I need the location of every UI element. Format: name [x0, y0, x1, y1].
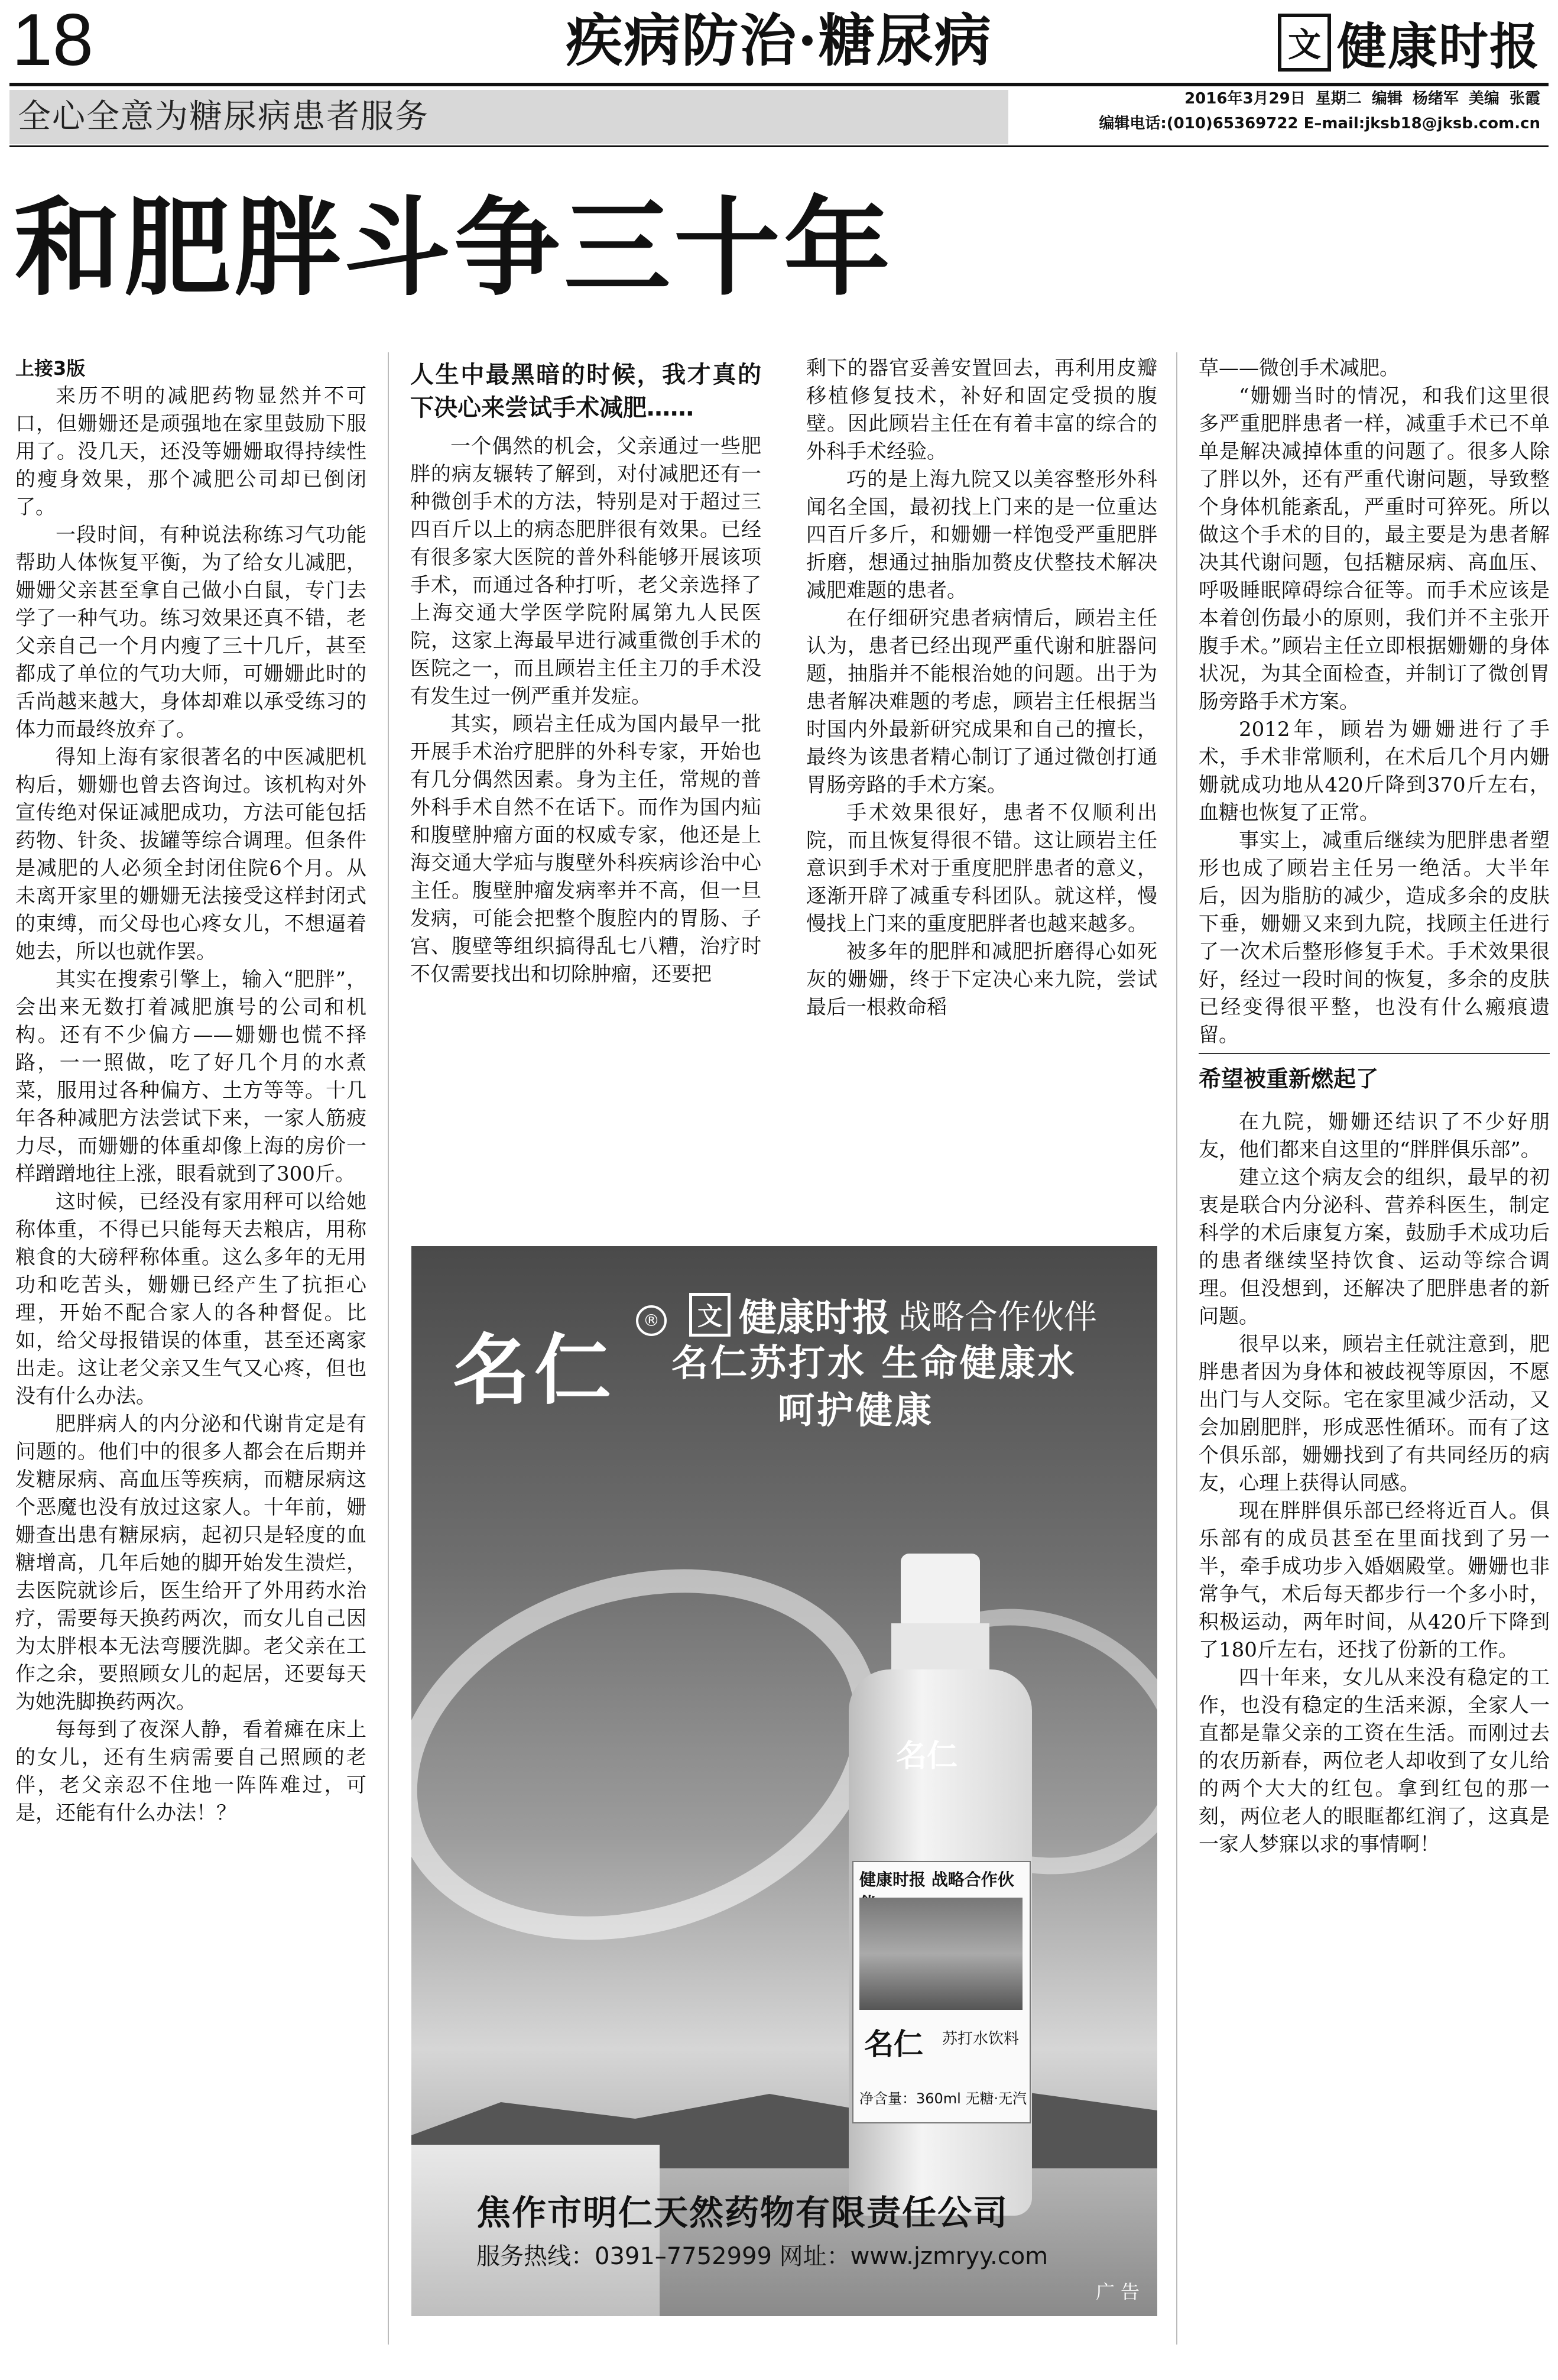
ad-company-name: 焦作市明仁天然药物有限责任公司 — [476, 2193, 1009, 2233]
paragraph: 很早以来，顾岩主任就注意到，肥胖患者因为身体和被歧视等原因，不愿出门与人交际。宅在家里减少活动，又会加剧肥胖，形成恶性循环。而有了这个俱乐部，姗姗找到了有共同经历的病友，心理上获得认同感。 — [1199, 1332, 1550, 1495]
paragraph: 肥胖病人的内分泌和代谢肯定是有问题的。他们中的很多人都会在后期并发糖尿病、高血压等疾病，而糖尿病这个恶魔也没有放过这家人。十年前，姗姗查出患有糖尿病，起初只是轻度的血糖增高，几年后她的脚开始发生溃烂，去医院就诊后，医生给开了外用药水治疗，需要每天换药两次，而女儿自己因为太胖根本无法弯腰洗脚。老父亲在工作之余，要照顾女儿的起居，还要每天为她洗脚换药两次。 — [15, 1412, 366, 1714]
bottle-label — [852, 1861, 1031, 2123]
continued-from-label: 上接3版 — [15, 357, 86, 380]
label-product: 苏打水饮料 — [942, 2030, 1020, 2048]
subheading: 人生中最黑暗的时候，我才真的下决心来尝试手术减肥…… — [410, 361, 761, 421]
section-slogan: 全心全意为糖尿病患者服务 — [18, 98, 429, 136]
paragraph: 手术效果很好，患者不仅顺利出院，而且恢复得很不错。这让顾岩主任意识到手术对于重度肥胖患者的意义，逐渐开辟了减重专科团队。就这样，慢慢找上门来的重度肥胖者也越来越多。 — [806, 801, 1157, 936]
label-net-content: 净含量：360ml 无糖·无汽 — [859, 2090, 1027, 2107]
paragraph: 这时候，已经没有家用秤可以给她称体重，不得已只能每天去粮店，用称粮食的大磅秤称体重。这么多年的无用功和吃苦头，姗姗已经产生了抗拒心理，开始不配合家人的各种督促。比如，给父母报错误的体重，甚至还离家出走。这让老父亲又生气又心疼，但也没有什么办法。 — [15, 1190, 366, 1408]
paragraph: 一个偶然的机会，父亲通过一些肥胖的病友辗转了解到，对付减肥还有一种微创手术的方法，特别是对于超过三四百斤以上的病态肥胖很有效果。已经有很多家大医院的普外科能够开展该项手术，而通过各种打听，老父亲选择了上海交通大学医学院附属第九人民医院，这家上海最早进行减重微创手术的医院之一，而且顾岩主任主刀的手术没有发生过一例严重并发症。 — [410, 435, 761, 708]
paragraph: 其实，顾岩主任成为国内最早一批开展手术治疗肥胖的外科专家，开始也有几分偶然因素。身为主任，常规的普外科手术自然不在话下。而作为国内疝和腹壁肿瘤方面的权威专家，他还是上海交通大学疝与腹壁外科疾病诊治中心主任。腹壁肿瘤发病率并不高，但一旦发病，可能会把整个腹腔内的胃肠、子宫、腹壁等组织搞得乱七八糟，治疗时不仅需要找出和切除肿瘤，还要把 — [410, 712, 761, 986]
paragraph: 被多年的肥胖和减肥折磨得心如死灰的姗姗，终于下定决心来九院，尝试最后一根救命稻 — [806, 940, 1157, 1019]
ad-partner-line — [689, 1288, 1097, 1342]
paragraph: 其实在搜索引擎上，输入“肥胖”，会出来无数打着减肥旗号的公司和机构。还有不少偏方——姗姗也慌不择路，一一照做，吃了好几个月的水煮菜，服用过各种偏方、土方等等。十几年各种减肥方法尝试下来，一家人筋疲力尽，而姗姗的体重却像上海的房价一样蹭蹭地往上涨，眼看就到了300斤。 — [15, 968, 366, 1186]
ad-label: 广 告 — [1095, 2281, 1140, 2303]
paragraph: 来历不明的减肥药物显然并不可口，但姗姗还是顽强地在家里鼓励下服用了。没几天，还没等姗姗取得持续性的瘦身效果，那个减肥公司却已倒闭了。 — [15, 384, 366, 519]
article-headline: 和肥胖斗争三十年 — [14, 186, 894, 310]
subheading: 希望被重新燃起了 — [1199, 1066, 1379, 1092]
paragraph: 草——微创手术减肥。 — [1199, 356, 1400, 380]
issue-info-contact: 编辑电话:(010)65369722 E–mail:jksb18@jksb.com.cn — [1099, 115, 1540, 132]
bottle-illustration — [849, 1554, 1032, 2216]
ad-brand-logo: 名仁 — [453, 1325, 616, 1415]
paragraph: 剩下的器官妥善安置回去，再利用皮瓣移植修复技术，补好和固定受损的腹壁。因此顾岩主任在有着丰富的综合的外科手术经验。 — [806, 356, 1157, 463]
paragraph: 每每到了夜深人静，看着瘫在床上的女儿，还有生病需要自己照顾的老伴，老父亲忍不住地一阵阵难过，可是，还能有什么办法！？ — [15, 1718, 366, 1825]
advertisement — [411, 1246, 1157, 2316]
paragraph: 2012年，顾岩为姗姗进行了手术，手术非常顺利，在术后几个月内姗姗就成功地从420斤降到370斤左右，血糖也恢复了正常。 — [1199, 718, 1550, 825]
partner-text: 战略合作伙伴 — [898, 1298, 1097, 1337]
issue-info-date-editors: 2016年3月29日 星期二 编辑 杨绪军 美编 张霞 — [1184, 90, 1540, 108]
partner-seal-icon: 文 — [689, 1293, 731, 1337]
paragraph: 事实上，减重后继续为肥胖患者塑形也成了顾岩主任另一绝活。大半年后，因为脂肪的减少，造成多余的皮肤下垂，姗姗又来到九院，找顾主任进行了一次术后整形修复手术。手术效果很好，经过一段时间的恢复，多余的皮肤已经变得很平整，也没有什么瘢痕遗留。 — [1199, 829, 1550, 1047]
header-rule-lower — [9, 145, 1549, 147]
paragraph: 一段时间，有种说法称练习气功能帮助人体恢复平衡，为了给女儿减肥，姗姗父亲甚至拿自己做小白鼠，专门去学了一种气功。练习效果还真不错，老父亲自己一个月内瘦了三十几斤，甚至都成了单位的气功大师，可姗姗此时的舌尚越来越大，身体却难以承受练习的体力而最终放弃了。 — [15, 523, 366, 741]
article-column-2 — [410, 355, 761, 1236]
masthead-seal-icon: 文 — [1278, 14, 1331, 72]
label-partner-text: 健康时报 战略合作伙 — [859, 1870, 1014, 1889]
column-divider — [1176, 352, 1177, 2345]
bottle-brand-mark: 名仁 — [896, 1739, 958, 1774]
registered-mark-icon: ® — [636, 1305, 667, 1336]
partner-logo: 健康时报 — [739, 1296, 890, 1340]
paragraph: 建立这个病友会的组织，最早的初衷是联合内分泌科、营养科医生，制定科学的术后康复方案，鼓励手术成功后的患者继续坚持饮食、运动等综合调理。但没想到，还解决了肥胖患者的新问题。 — [1199, 1166, 1550, 1328]
page-number: 18 — [12, 0, 93, 81]
ad-tagline-2: 呵护健康 — [778, 1389, 934, 1432]
header-rule — [9, 83, 1549, 86]
ad-hotline: 服务热线：0391–7752999 网址：www.jzmryy.com — [476, 2243, 1049, 2270]
section-title: 疾病防治·糖尿病 — [566, 7, 992, 74]
label-waterfall-image — [859, 1898, 1023, 2010]
ad-tagline: 名仁苏打水 生命健康水 — [671, 1341, 1077, 1384]
column-divider — [388, 352, 389, 2345]
article-column-3 — [806, 355, 1157, 1236]
bottle-neck — [891, 1623, 989, 1671]
paragraph: 在仔细研究患者病情后，顾岩主任认为，患者已经出现严重代谢和脏器问题，抽脂并不能根治她的问题。出于为患者解决难题的考虑，顾岩主任根据当时国内外最新研究成果和自己的擅长，最终为该患者精心制订了通过微创打通胃肠旁路的手术方案。 — [806, 607, 1157, 797]
paragraph: 在九院，姗姗还结识了不少好朋友，他们都来自这里的“胖胖俱乐部”。 — [1199, 1110, 1550, 1162]
paragraph: 得知上海有家很著名的中医减肥机构后，姗姗也曾去咨询过。该机构对外宣传绝对保证减肥成功，方法可能包括药物、针灸、拔罐等综合调理。但条件是减肥的人必须全封闭住院6个月。从未离开家里的姗姗无法接受这样封闭式的束缚，而父母也心疼女儿，不想逼着她去，所以也就作罢。 — [15, 745, 366, 964]
article-column-1 — [15, 355, 366, 2341]
subheading-rule — [1199, 1053, 1550, 1054]
masthead-logo — [1278, 7, 1540, 78]
paragraph: 四十年来，女儿从来没有稳定的工作，也没有稳定的生活来源，全家人一直都是靠父亲的工资在生活。而刚过去的农历新春，两位老人却收到了女儿给的两个大大的红包。拿到红包的那一刻，两位老人的眼眶都红润了，这真是一家人梦寐以求的事情啊！ — [1199, 1666, 1550, 1856]
masthead-name: 健康时报 — [1336, 17, 1540, 76]
article-column-4 — [1199, 355, 1550, 2341]
bottle-cap — [901, 1554, 980, 1625]
paragraph: “姗姗当时的情况，和我们这里很多严重肥胖患者一样，减重手术已不单单是解决减掉体重的问题了。很多人除了胖以外，还有严重代谢问题，导致整个身体机能紊乱，严重时可猝死。所以做这个手术的目的，最主要是为患者解决其代谢问题，包括糖尿病、高血压、呼吸睡眠障碍综合征等。而手术应该是本着创伤最小的原则，我们并不主张开腹手术。”顾岩主任立即根据姗姗的身体状况，为其全面检查，并制订了微创胃肠旁路手术方案。 — [1199, 384, 1550, 714]
paragraph: 巧的是上海九院又以美容整形外科闻名全国，最初找上门来的是一位重达四百斤多斤，和姗姗一样饱受严重肥胖折磨，想通过抽脂加赘皮伏整技术解决减肥难题的患者。 — [806, 468, 1157, 602]
label-brand: 名仁 — [864, 2027, 923, 2061]
paragraph: 现在胖胖俱乐部已经将近百人。俱乐部有的成员甚至在里面找到了另一半，牵手成功步入婚姻殿堂。姗姗也非常争气，术后每天都步行一个多小时，积极运动，两年时间，从420斤下降到了180斤左右，还找了份新的工作。 — [1199, 1499, 1550, 1662]
